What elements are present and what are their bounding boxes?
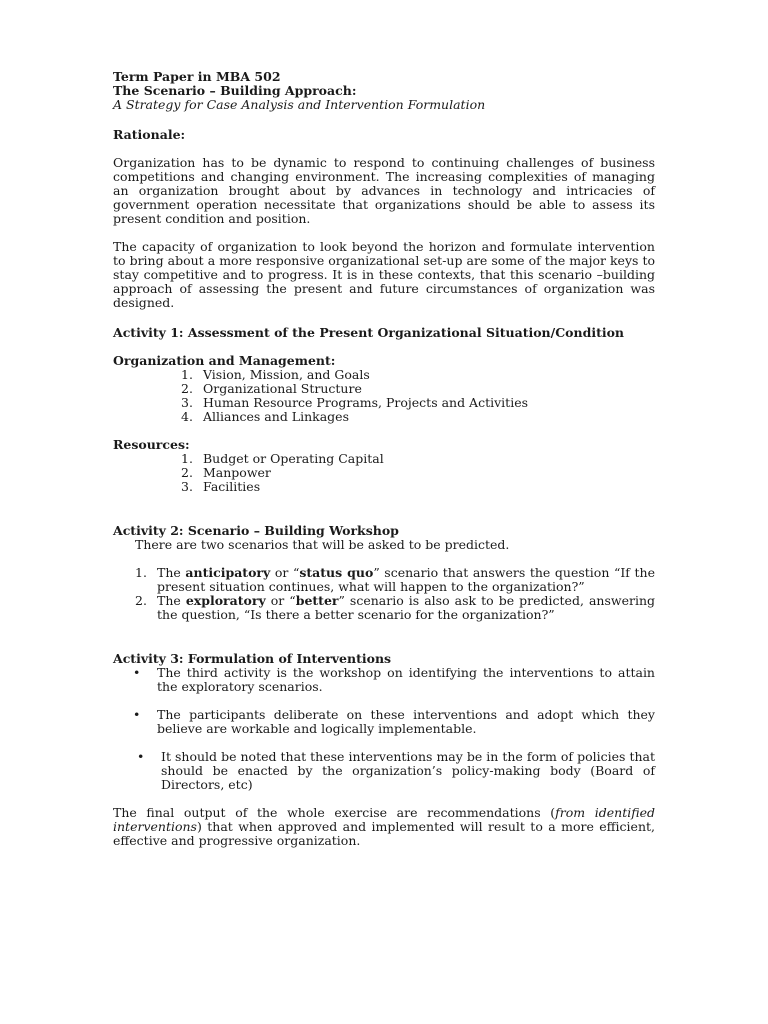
list-item: 3. Facilities <box>181 479 261 494</box>
activity1-heading: Activity 1: Assessment of the Present Organizational Situation/Condition <box>113 325 625 340</box>
list-item: 1. Vision, Mission, and Goals <box>181 367 370 382</box>
final-output-paragraph: The final output of the whole exercise are recommendations (from identified interventions) that when approved and implemented will result to a more efficient, effective and progressive organization. <box>113 805 655 848</box>
document-body <box>113 70 655 848</box>
list-item: 1. Budget or Operating Capital <box>181 451 384 466</box>
bullet-icon: • <box>137 749 145 764</box>
bullet-icon: • <box>133 707 141 722</box>
resources-list <box>113 452 655 494</box>
bullet-icon: • <box>133 665 141 680</box>
rationale-paragraph-2: The capacity of organization to look beyond the horizon and formulate intervention to bring about a more responsive organizational set-up are some of the major keys to stay competitive and to progress. It is in these contexts, that this scenario –building approach of assessing the present and future circumstances of organization was designed. <box>113 239 655 310</box>
list-item: 4. Alliances and Linkages <box>181 409 349 424</box>
list-item: 2. The exploratory or “better” scenario is also ask to be predicted, answering the question, “Is there a better scenario for the organization?” <box>135 593 656 622</box>
list-item: • It should be noted that these interventions may be in the form of policies that should be enacted by the organization’s policy-making body (Board of Directors, etc) <box>137 749 655 792</box>
org-management-list <box>113 368 655 424</box>
course-title: Term Paper in MBA 502 <box>113 69 281 84</box>
rationale-paragraph-1: Organization has to be dynamic to respond to continuing challenges of business competitions and changing environment. The increasing complexities of managing an organization brought about by advances in technology and intricacies of government operation necessitate that organizations should be able to assess its present condition and position. <box>113 155 655 226</box>
list-item: 1. The anticipatory or “status quo” scenario that answers the question “If the present situation continues, what will happen to the organization?” <box>135 565 655 594</box>
list-item: 2. Manpower <box>181 465 271 480</box>
activity3-heading: Activity 3: Formulation of Interventions <box>113 651 392 666</box>
list-item: 2. Organizational Structure <box>181 381 362 396</box>
org-management-heading: Organization and Management: <box>113 353 336 368</box>
paper-title: The Scenario – Building Approach: <box>113 83 357 98</box>
list-item: 3. Human Resource Programs, Projects and Activities <box>181 395 528 410</box>
paper-subtitle: A Strategy for Case Analysis and Intervention Formulation <box>113 97 486 112</box>
list-item: • The third activity is the workshop on identifying the interventions to attain the exploratory scenarios. <box>133 665 655 694</box>
scenario-list <box>113 566 655 622</box>
interventions-list <box>113 666 655 792</box>
activity2-intro: There are two scenarios that will be asked to be predicted. <box>135 537 510 552</box>
rationale-heading: Rationale: <box>113 127 186 142</box>
resources-heading: Resources: <box>113 437 190 452</box>
list-item: • The participants deliberate on these interventions and adopt which they believe are workable and logically implementable. <box>133 707 655 736</box>
activity2-heading: Activity 2: Scenario – Building Workshop <box>113 523 399 538</box>
